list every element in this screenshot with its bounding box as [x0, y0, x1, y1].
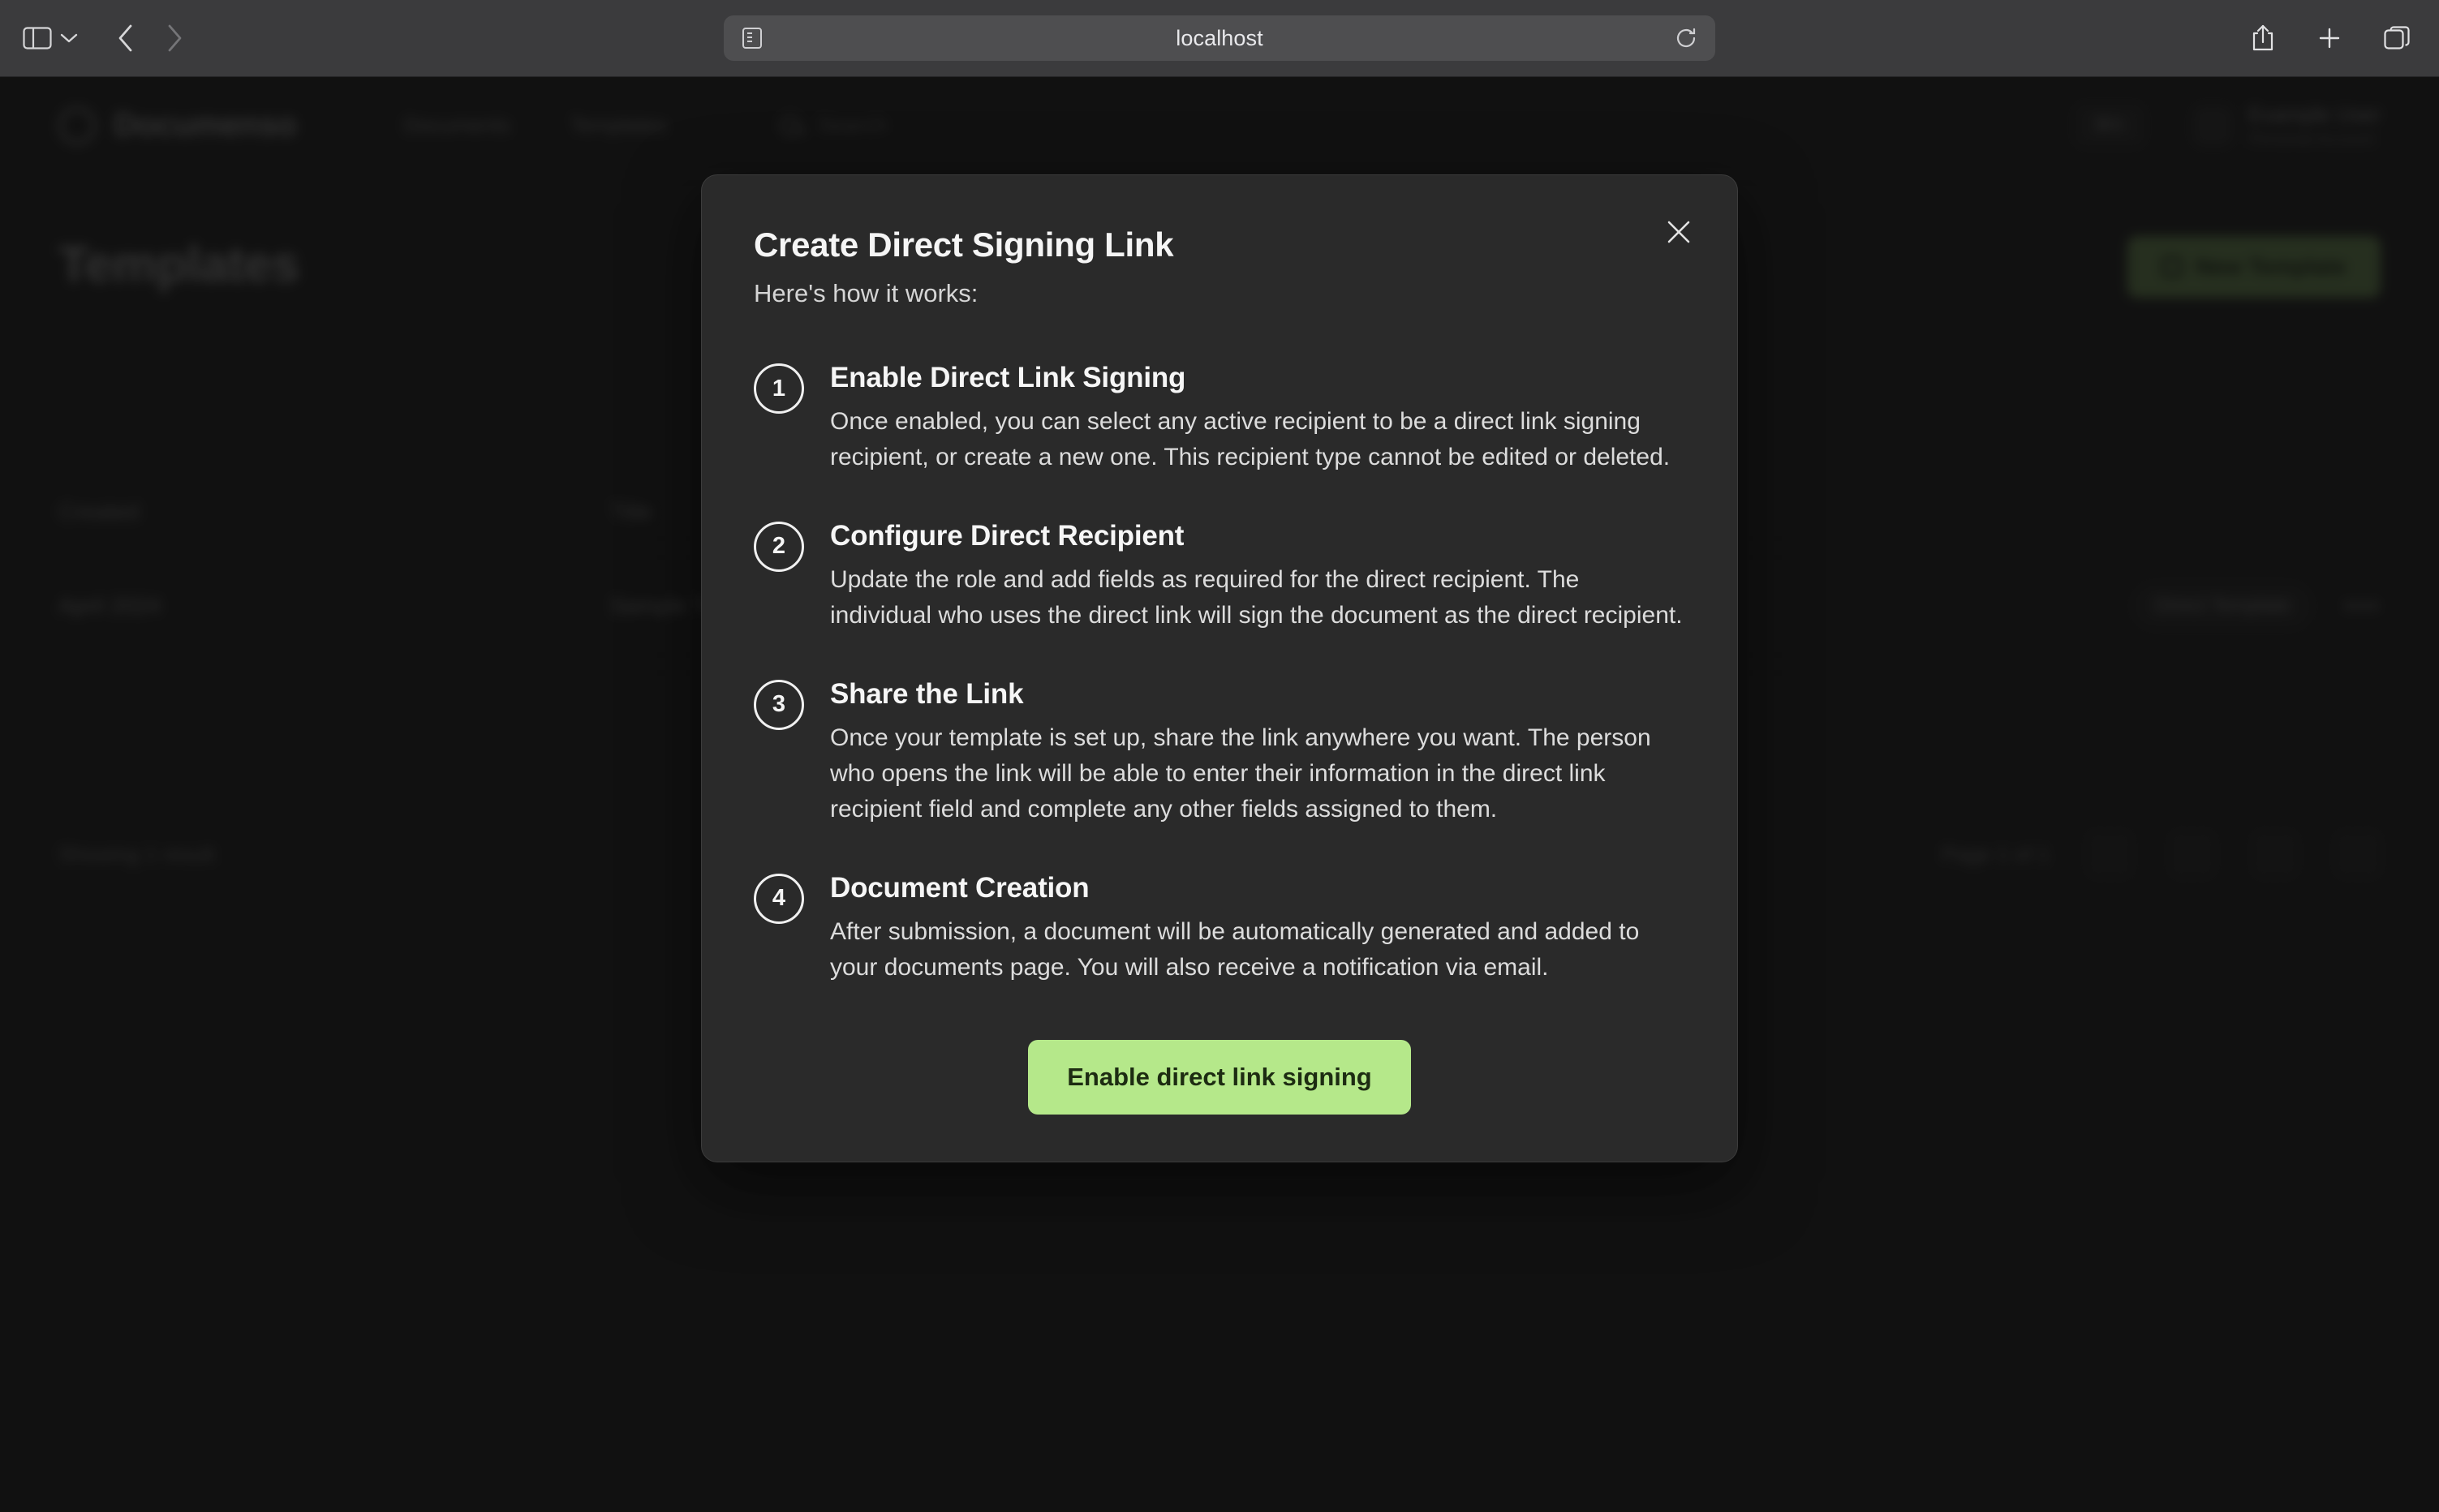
step-title: Share the Link: [830, 677, 1024, 710]
step-number: 4: [754, 874, 804, 924]
address-bar[interactable]: [724, 15, 1715, 61]
step-description: Update the role and add fields as required for the direct recipient. The individual who uses the direct link will sign the document as the direct recipient.: [830, 565, 1683, 629]
step-title: Enable Direct Link Signing: [830, 362, 1186, 393]
step-body: [830, 362, 1685, 476]
reload-icon[interactable]: [1675, 27, 1697, 49]
navigation-arrows: [117, 24, 183, 53]
dialog-title: Create Direct Signing Link: [754, 226, 1174, 264]
modal-overlay: [0, 77, 2439, 1512]
steps-list: [754, 362, 1685, 986]
step-number: 1: [754, 363, 804, 414]
direct-signing-link-dialog: [701, 174, 1738, 1162]
sidebar-toggle-button[interactable]: [23, 27, 78, 49]
browser-toolbar-left: [0, 24, 183, 53]
tabs-icon[interactable]: [2384, 26, 2410, 50]
browser-toolbar-right: [2251, 24, 2439, 52]
forward-arrow-icon: [166, 24, 183, 53]
step-number: 2: [754, 522, 804, 572]
browser-toolbar: [0, 0, 2439, 77]
enable-direct-link-signing-button[interactable]: Enable direct link signing: [1028, 1040, 1411, 1115]
step-title: Configure Direct Recipient: [830, 519, 1185, 552]
step-description: After submission, a document will be automatically generated and added to your documents page. You will also receive a notification via email.: [830, 917, 1640, 982]
reader-view-icon[interactable]: [742, 27, 763, 49]
address-bar-container[interactable]: [724, 15, 1715, 61]
plus-icon[interactable]: [2317, 26, 2342, 50]
share-icon[interactable]: [2251, 24, 2275, 52]
back-arrow-icon[interactable]: [117, 24, 135, 53]
step-title: Document Creation: [830, 871, 1090, 904]
step-item: [754, 678, 1685, 828]
step-body: [830, 678, 1685, 828]
chevron-down-icon[interactable]: [60, 32, 78, 44]
step-body: [830, 872, 1685, 986]
step-description: Once enabled, you can select any active recipient to be a direct link signing recipient, or create a new one. This recipient type cannot be edited or deleted.: [830, 408, 1671, 471]
step-number: 3: [754, 680, 804, 730]
step-item: [754, 362, 1685, 476]
close-icon[interactable]: [1661, 214, 1697, 250]
dialog-subtitle: Here's how it works:: [754, 279, 979, 307]
dialog-footer: [754, 1040, 1685, 1115]
step-description: Once your template is set up, share the link anywhere you want. The person who opens the link will be able to enter their information in the direct link recipient field and complete any other fields assigned to them.: [830, 724, 1651, 823]
sidebar-icon[interactable]: [23, 27, 52, 49]
address-bar-url: localhost: [1176, 25, 1263, 50]
step-item: [754, 520, 1685, 634]
step-body: [830, 520, 1685, 634]
step-item: [754, 872, 1685, 986]
